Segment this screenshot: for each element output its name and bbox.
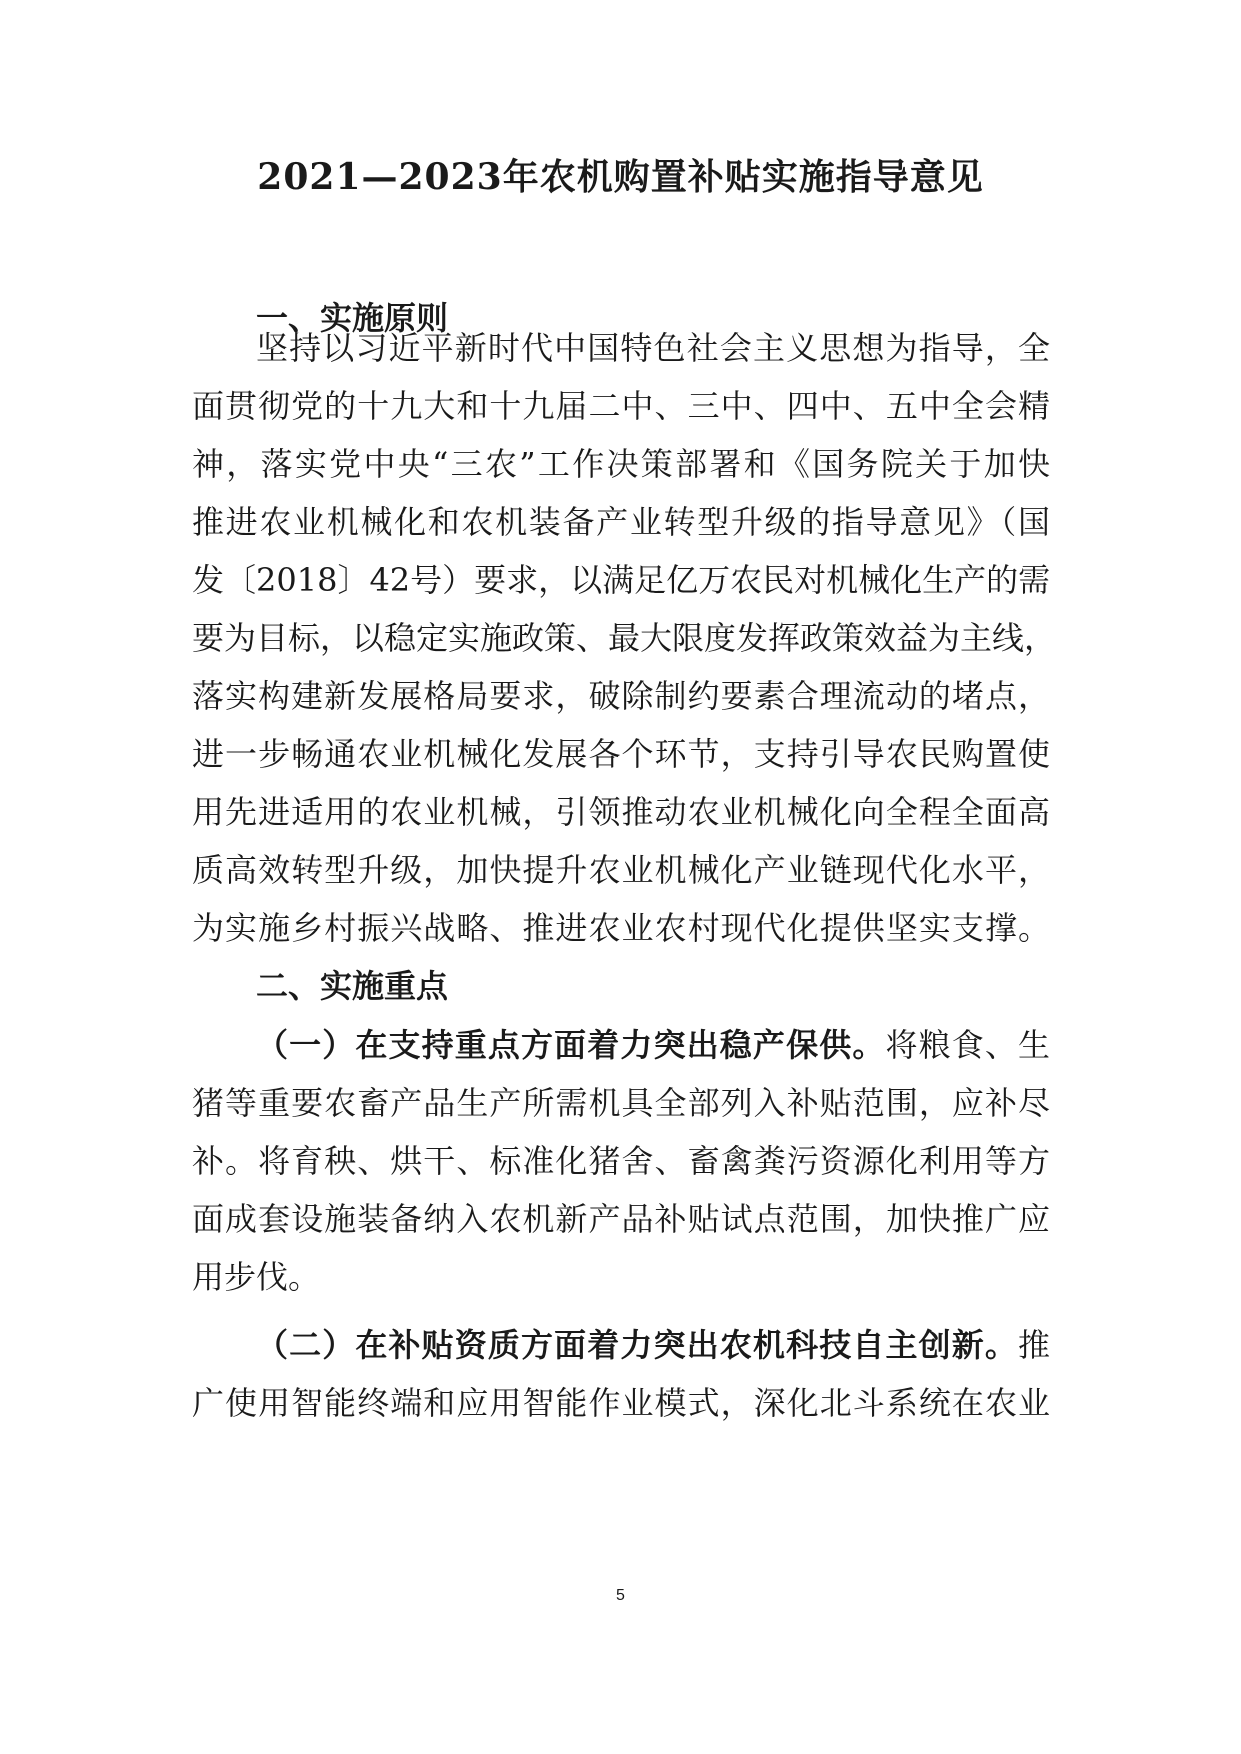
page-number: 5 xyxy=(616,1587,625,1604)
paragraph-line: 神，落实党中央“三农”工作决策部署和《国务院关于加快 xyxy=(192,445,1050,483)
paragraph-line: 用步伐。 xyxy=(192,1258,321,1296)
item-1-first-line xyxy=(256,1020,1050,1070)
item-2-first-rest: 推 xyxy=(1017,1326,1050,1364)
paragraph-line: 落实构建新发展格局要求，破除制约要素合理流动的堵点， xyxy=(192,677,1050,715)
item-2-first-line xyxy=(256,1320,1050,1370)
section-heading-principles: 一、实施原则 xyxy=(256,299,449,337)
paragraph-line: 发〔2018〕42号）要求，以满足亿万农民对机械化生产的需 xyxy=(192,561,1051,599)
item-1-first-rest: 将粮食、生 xyxy=(885,1026,1050,1064)
paragraph-line: 猪等重要农畜产品生产所需机具全部列入补贴范围，应补尽 xyxy=(192,1084,1050,1122)
paragraph-line: 广使用智能终端和应用智能作业模式，深化北斗系统在农业 xyxy=(192,1384,1050,1422)
paragraph-line: 坚持以习近平新时代中国特色社会主义思想为指导，全 xyxy=(256,329,1050,367)
paragraph-line: 补。将育秧、烘干、标准化猪舍、畜禽粪污资源化利用等方 xyxy=(192,1142,1050,1180)
paragraph-line: 推进农业机械化和农机装备产业转型升级的指导意见》（国 xyxy=(192,503,1050,541)
document-title: 2021—2023年农机购置补贴实施指导意见 xyxy=(257,156,984,198)
paragraph-line: 为实施乡村振兴战略、推进农业农村现代化提供坚实支撑。 xyxy=(192,909,1050,947)
paragraph-line: 质高效转型升级，加快提升农业机械化产业链现代化水平， xyxy=(192,851,1050,889)
paragraph-line: 要为目标，以稳定实施政策、最大限度发挥政策效益为主线， xyxy=(192,619,1057,657)
item-2-lead: （二）在补贴资质方面着力突出农机科技自主创新。 xyxy=(256,1326,1018,1364)
paragraph-line: 进一步畅通农业机械化发展各个环节，支持引导农民购置使 xyxy=(192,735,1050,773)
paragraph-line: 用先进适用的农业机械，引领推动农业机械化向全程全面高 xyxy=(192,793,1050,831)
paragraph-line: 面贯彻党的十九大和十九届二中、三中、四中、五中全会精 xyxy=(192,387,1050,425)
paragraph-line: 面成套设施装备纳入农机新产品补贴试点范围，加快推广应 xyxy=(192,1200,1050,1238)
section-heading-priorities: 二、实施重点 xyxy=(256,967,449,1005)
item-1-lead: （一）在支持重点方面着力突出稳产保供。 xyxy=(256,1026,886,1064)
